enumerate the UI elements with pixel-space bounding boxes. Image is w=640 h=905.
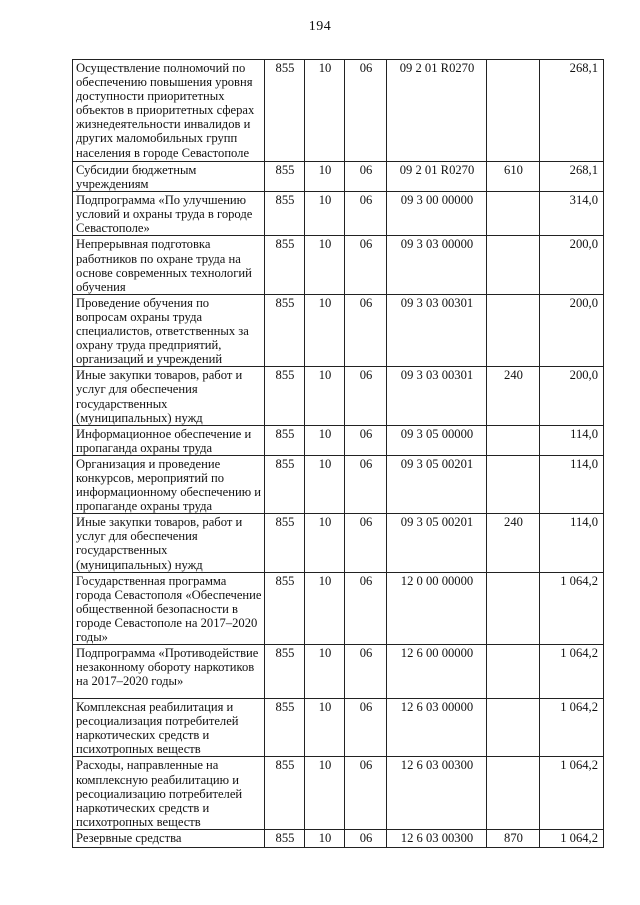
- amount-cell: 268,1: [540, 162, 604, 192]
- ministry-code-cell: 855: [265, 294, 305, 366]
- table-row: [73, 425, 604, 455]
- expense-type-cell: 870: [487, 829, 540, 847]
- ministry-code-cell: 855: [265, 367, 305, 425]
- target-article-cell: 09 2 01 R0270: [387, 162, 487, 192]
- ministry-code-cell: 855: [265, 699, 305, 757]
- row-name-cell: Субсидии бюджетным учреждениям: [73, 162, 265, 192]
- row-name-cell: Иные закупки товаров, работ и услуг для обеспечения государственных (муниципальных) нужд: [73, 367, 265, 425]
- expense-type-cell: [487, 572, 540, 644]
- ministry-code-cell: 855: [265, 455, 305, 513]
- target-article-cell: 09 3 03 00000: [387, 236, 487, 294]
- ministry-code-cell: 855: [265, 645, 305, 699]
- expense-type-cell: 240: [487, 367, 540, 425]
- subsection-code-cell: 06: [345, 455, 387, 513]
- section-code-cell: 10: [305, 455, 345, 513]
- ministry-code-cell: 855: [265, 425, 305, 455]
- ministry-code-cell: 855: [265, 514, 305, 572]
- target-article-cell: 09 3 03 00301: [387, 367, 487, 425]
- ministry-code-cell: 855: [265, 60, 305, 162]
- subsection-code-cell: 06: [345, 236, 387, 294]
- amount-cell: 1 064,2: [540, 645, 604, 699]
- subsection-code-cell: 06: [345, 645, 387, 699]
- amount-cell: 114,0: [540, 455, 604, 513]
- row-name-cell: Организация и проведение конкурсов, мероприятий по информационному обеспечению и пропаганде охраны труда: [73, 455, 265, 513]
- table-row: [73, 514, 604, 572]
- row-name-cell: Государственная программа города Севастополя «Обеспечение общественной безопасности в городе Севастополе на 2017–2020 годы»: [73, 572, 265, 644]
- row-name-cell: Подпрограмма «Противодействие незаконному обороту наркотиков на 2017–2020 годы»: [73, 645, 265, 699]
- target-article-cell: 12 6 03 00300: [387, 757, 487, 829]
- section-code-cell: 10: [305, 829, 345, 847]
- expense-type-cell: [487, 425, 540, 455]
- amount-cell: 1 064,2: [540, 757, 604, 829]
- ministry-code-cell: 855: [265, 757, 305, 829]
- subsection-code-cell: 06: [345, 757, 387, 829]
- subsection-code-cell: 06: [345, 572, 387, 644]
- subsection-code-cell: 06: [345, 60, 387, 162]
- table-row: [73, 455, 604, 513]
- row-name-cell: Резервные средства: [73, 829, 265, 847]
- expense-type-cell: [487, 699, 540, 757]
- table-row: [73, 699, 604, 757]
- section-code-cell: 10: [305, 60, 345, 162]
- amount-cell: 114,0: [540, 514, 604, 572]
- row-name-cell: Иные закупки товаров, работ и услуг для обеспечения государственных (муниципальных) нужд: [73, 514, 265, 572]
- budget-table: [72, 59, 604, 848]
- section-code-cell: 10: [305, 162, 345, 192]
- table-row: [73, 162, 604, 192]
- target-article-cell: 12 0 00 00000: [387, 572, 487, 644]
- ministry-code-cell: 855: [265, 162, 305, 192]
- subsection-code-cell: 06: [345, 162, 387, 192]
- table-row: [73, 572, 604, 644]
- row-name-cell: Расходы, направленные на комплексную реабилитацию и ресоциализацию потребителей наркотических средств и психотропных веществ: [73, 757, 265, 829]
- amount-cell: 1 064,2: [540, 829, 604, 847]
- section-code-cell: 10: [305, 572, 345, 644]
- amount-cell: 1 064,2: [540, 572, 604, 644]
- section-code-cell: 10: [305, 645, 345, 699]
- target-article-cell: 12 6 03 00000: [387, 699, 487, 757]
- expense-type-cell: [487, 455, 540, 513]
- target-article-cell: 09 3 05 00000: [387, 425, 487, 455]
- expense-type-cell: [487, 645, 540, 699]
- target-article-cell: 09 3 05 00201: [387, 455, 487, 513]
- target-article-cell: 09 2 01 R0270: [387, 60, 487, 162]
- section-code-cell: 10: [305, 425, 345, 455]
- amount-cell: 200,0: [540, 236, 604, 294]
- section-code-cell: 10: [305, 236, 345, 294]
- amount-cell: 200,0: [540, 294, 604, 366]
- row-name-cell: Проведение обучения по вопросам охраны труда специалистов, ответственных за охрану труда предприятий, организаций и учреждений: [73, 294, 265, 366]
- table-row: [73, 60, 604, 162]
- row-name-cell: Подпрограмма «По улучшению условий и охраны труда в городе Севастополе»: [73, 192, 265, 236]
- amount-cell: 1 064,2: [540, 699, 604, 757]
- ministry-code-cell: 855: [265, 829, 305, 847]
- section-code-cell: 10: [305, 294, 345, 366]
- subsection-code-cell: 06: [345, 425, 387, 455]
- target-article-cell: 12 6 03 00300: [387, 829, 487, 847]
- section-code-cell: 10: [305, 757, 345, 829]
- subsection-code-cell: 06: [345, 699, 387, 757]
- amount-cell: 268,1: [540, 60, 604, 162]
- subsection-code-cell: 06: [345, 514, 387, 572]
- expense-type-cell: [487, 60, 540, 162]
- section-code-cell: 10: [305, 514, 345, 572]
- section-code-cell: 10: [305, 699, 345, 757]
- ministry-code-cell: 855: [265, 572, 305, 644]
- table-row: [73, 757, 604, 829]
- section-code-cell: 10: [305, 367, 345, 425]
- expense-type-cell: [487, 757, 540, 829]
- row-name-cell: Комплексная реабилитация и ресоциализация потребителей наркотических средств и психотропных веществ: [73, 699, 265, 757]
- amount-cell: 114,0: [540, 425, 604, 455]
- expense-type-cell: [487, 294, 540, 366]
- amount-cell: 314,0: [540, 192, 604, 236]
- subsection-code-cell: 06: [345, 294, 387, 366]
- target-article-cell: 12 6 00 00000: [387, 645, 487, 699]
- target-article-cell: 09 3 00 00000: [387, 192, 487, 236]
- expense-type-cell: [487, 192, 540, 236]
- table-row: [73, 367, 604, 425]
- row-name-cell: Информационное обеспечение и пропаганда охраны труда: [73, 425, 265, 455]
- subsection-code-cell: 06: [345, 829, 387, 847]
- row-name-cell: Осуществление полномочий по обеспечению повышения уровня доступности приоритетных объектов в приоритетных сферах жизнедеятельности инвалидов и других маломобильных групп населения в городе Севастополе: [73, 60, 265, 162]
- row-name-cell: Непрерывная подготовка работников по охране труда на основе современных технологий обучения: [73, 236, 265, 294]
- table-row: [73, 294, 604, 366]
- section-code-cell: 10: [305, 192, 345, 236]
- page-number: 194: [308, 19, 332, 34]
- target-article-cell: 09 3 05 00201: [387, 514, 487, 572]
- subsection-code-cell: 06: [345, 192, 387, 236]
- table-row: [73, 192, 604, 236]
- expense-type-cell: [487, 236, 540, 294]
- ministry-code-cell: 855: [265, 236, 305, 294]
- amount-cell: 200,0: [540, 367, 604, 425]
- table-row: [73, 829, 604, 847]
- target-article-cell: 09 3 03 00301: [387, 294, 487, 366]
- table-row: [73, 645, 604, 699]
- subsection-code-cell: 06: [345, 367, 387, 425]
- expense-type-cell: 610: [487, 162, 540, 192]
- ministry-code-cell: 855: [265, 192, 305, 236]
- expense-type-cell: 240: [487, 514, 540, 572]
- table-row: [73, 236, 604, 294]
- table-body: [73, 60, 604, 848]
